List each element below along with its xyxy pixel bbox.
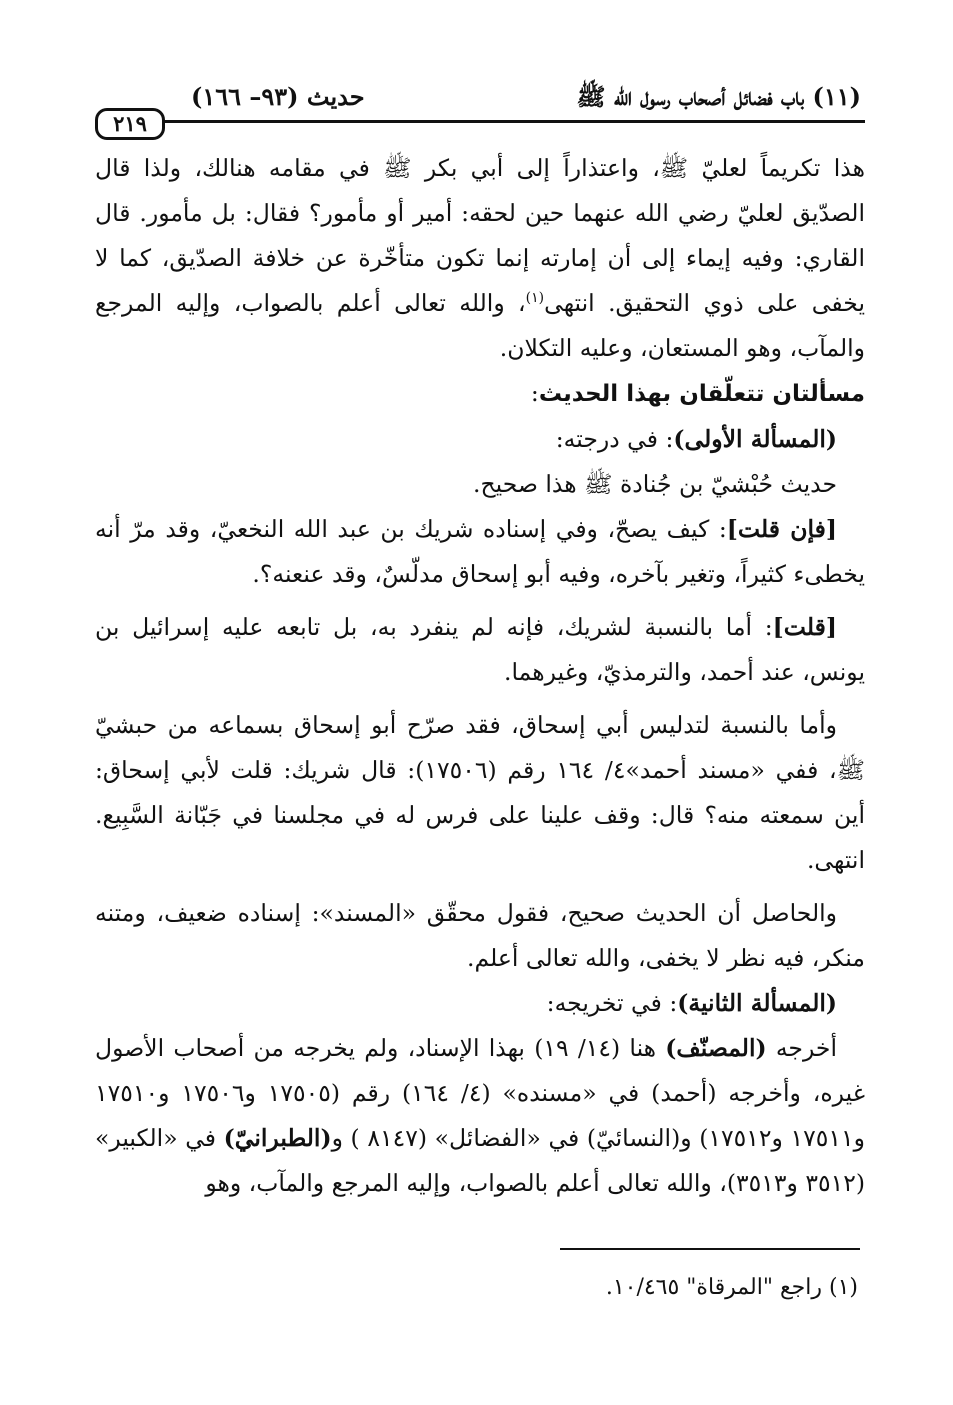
issue-two-text: : في تخريجه: (546, 989, 678, 1017)
takhrij-text-2: في «مسنده» (٤/ ١٦٤) رقم (١٧٥٠٥ و١٧٥٠٦ و١٧٥١٠ و١٧٥١١ و١٧٥١٢) و (95, 1079, 865, 1152)
ref-musannif: (المصنّف) (665, 1034, 767, 1062)
main-text (95, 146, 865, 1206)
ref-nasai: (النسائيّ) (586, 1124, 681, 1152)
takhrij-lead: أخرجه (766, 1034, 837, 1062)
objection-label: [فإن قلت] (726, 515, 837, 543)
degree-statement: حديث حُبْشيّ بن جُنادة ﷺ هذا صحيح. (473, 470, 837, 498)
ref-ahmad: (أحمد) (651, 1079, 717, 1107)
answer-text: : أما بالنسبة لشريك، فإنه لم ينفرد به، بل تابعه عليه إسرائيل بن يونس، عند أحمد، والترمذيّ، وغيرهما. (95, 613, 865, 686)
conclusion-paragraph: والحاصل أن الحديث صحيح، فقول محقّق «المسند»: إسناده ضعيف، ومتنه منكر، فيه نظر لا يخفى، والله تعالى أعلم. (95, 899, 865, 972)
tadlis-paragraph: وأما بالنسبة لتدليس أبي إسحاق، فقد صرّح أبو إسحاق بسماعه من حبشيّ ﷺ، ففي «مسند أحمد»٤/ ١٦٤ رقم (١٧٥٠٦): قال شريك: قلت لأبي إسحاق: أين سمعته منه؟ قال: وقف علينا على فرس له في مجلسنا في جَبّانة السَّبِيع. انتهى. (95, 711, 865, 874)
objection-text: : كيف يصحّ، وفي إسناده شريك بن عبد الله النخعيّ، وقد مرّ أنه يخطىء كثيراً، وتغير بآخره، وفيه أبو إسحاق مدلّسٌ، وقد عنعنه؟. (95, 515, 865, 588)
issue-one-label: (المسألة الأولى) (673, 425, 837, 453)
footnote-separator (560, 1248, 860, 1250)
running-header (95, 80, 865, 142)
issue-one (95, 417, 865, 462)
section-heading: مسألتان تتعلّقان بهذا الحديث (538, 381, 865, 407)
takhrij-text-1: هنا (١٤/ ١٩) بهذا الإسناد، ولم يخرجه من أصحاب الأصول غيره، وأخرجه (95, 1034, 866, 1107)
hadith-range: حديث (٩٣– ١٦٦) (191, 82, 365, 111)
ref-tabarani: (الطبرانيّ) (223, 1124, 332, 1152)
answer-paragraph (95, 605, 865, 695)
objection-paragraph (95, 507, 865, 597)
takhrij-paragraph (95, 1026, 865, 1206)
takhrij-text-3: في «الفضائل» (٨١٤٧ ) و (331, 1124, 587, 1152)
footnote-ref: (١) (525, 290, 545, 307)
issue-two-label: (المسألة الثانية) (677, 989, 837, 1017)
answer-label: [قلت] (772, 613, 837, 641)
footnote: (١) راجع "المرقاة" ١٠/٤٦٥. (605, 1275, 858, 1300)
chapter-title: (١١) باب فضائل أصحاب رسول الله ﷺ (576, 82, 861, 111)
issue-two (95, 981, 865, 1026)
intro-text: هذا تكريماً لعليّ ﷺ، واعتذاراً إلى أبي بكر ﷺ في مقامه هنالك، ولذا قال الصدّيق لعليّ رضي الله عنهما حين لحقه: أمير أو مأمور؟ فقال: بل مأمور. قال القاري: وفيه إيماء إلى أن إمارته إنما تكون متأخّرة عن خلافة الصدّيق، كما لا يخفى على ذوي التحقيق. انتهى (95, 154, 865, 317)
takhrij-text-4: في «الكبير» (٣٥١٢ و٣٥١٣)، والله تعالى أعلم بالصواب، وإليه المرجع والمآب، وهو (95, 1124, 865, 1197)
paragraph-intro (95, 146, 865, 371)
header-rule (165, 120, 865, 123)
page-number: ٢١٩ (95, 108, 165, 140)
intro-tail: ، والله تعالى أعلم بالصواب، وإليه المرجع والمآب، وهو المستعان، وعليه التكلان. (95, 289, 865, 362)
section-heading-line: مسألتان تتعلّقان بهذا الحديث: (530, 379, 865, 407)
issue-one-text: : في درجته: (555, 425, 674, 453)
